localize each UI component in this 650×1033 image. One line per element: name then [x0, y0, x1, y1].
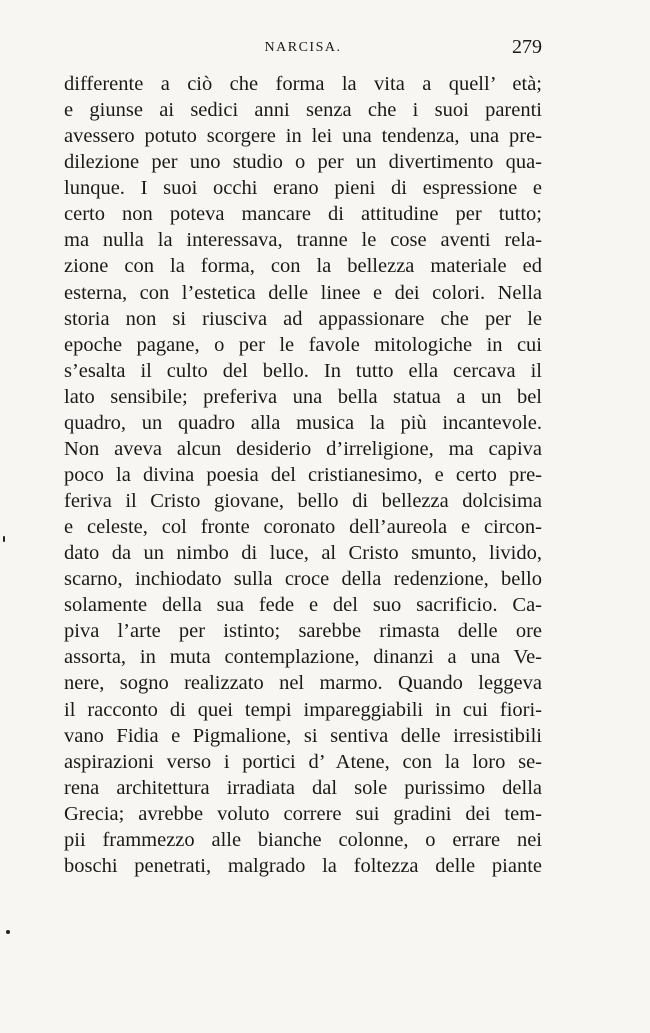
text-line: assorta, in muta contemplazione, dinanzi a una Ve-: [64, 646, 542, 669]
text-line: scarno, inchiodato sulla croce della redenzione, bello: [64, 568, 542, 591]
running-title: NARCISA.: [264, 40, 342, 55]
ink-speck: [3, 536, 5, 542]
text-line: poco la divina poesia del cristianesimo, e certo pre-: [64, 463, 542, 486]
text-line: certo non poteva mancare di attitudine per tutto;: [64, 203, 542, 226]
text-line: zione con la forma, con la bellezza materiale ed: [64, 255, 542, 278]
text-line: rena architettura irradiata dal sole purissimo della: [64, 776, 542, 799]
text-line: vano Fidia e Pigmalione, si sentiva delle irresistibili: [64, 724, 542, 747]
text-line: lato sensibile; preferiva una bella statua a un bel: [64, 385, 542, 408]
body-text: [64, 71, 542, 879]
text-line: e celeste, col fronte coronato dell’aureola e circon-: [64, 516, 542, 539]
text-line: esterna, con l’estetica delle linee e dei colori. Nella: [64, 281, 542, 304]
text-line: s’esalta il culto del bello. In tutto ella cercava il: [64, 359, 542, 382]
text-line: dato da un nimbo di luce, al Cristo smunto, livido,: [64, 542, 542, 565]
text-line: boschi penetrati, malgrado la foltezza delle piante: [64, 854, 542, 877]
text-line: piva l’arte per istinto; sarebbe rimasta delle ore: [64, 620, 542, 643]
text-line: nere, sogno realizzato nel marmo. Quando leggeva: [64, 672, 542, 695]
text-line: Grecia; avrebbe voluto correre sui gradini dei tem-: [64, 802, 542, 825]
text-line: pii frammezzo alle bianche colonne, o errare nei: [64, 828, 542, 851]
ink-speck: [6, 930, 10, 934]
text-line: epoche pagane, o per le favole mitologiche in cui: [64, 333, 542, 356]
text-line: quadro, un quadro alla musica la più incantevole.: [64, 411, 542, 434]
page-header: [64, 36, 542, 66]
text-line: Non aveva alcun desiderio d’irreligione, ma capiva: [64, 437, 542, 460]
text-line: differente a ciò che forma la vita a quell’ età;: [64, 73, 542, 95]
text-line: lunque. I suoi occhi erano pieni di espressione e: [64, 177, 542, 200]
text-line: e giunse ai sedici anni senza che i suoi parenti: [64, 99, 542, 122]
text-line: dilezione per uno studio o per un divertimento qua-: [64, 151, 542, 174]
text-line: solamente della sua fede e del suo sacrificio. Ca-: [64, 594, 542, 617]
text-line: il racconto di quei tempi impareggiabili in cui fiori-: [64, 698, 542, 721]
text-line: ma nulla la interessava, tranne le cose aventi rela-: [64, 229, 542, 252]
text-line: feriva il Cristo giovane, bello di bellezza dolcisima: [64, 490, 542, 512]
page-number: 279: [512, 36, 542, 58]
text-line: aspirazioni verso i portici d’ Atene, con la loro se-: [64, 750, 542, 773]
text-line: avessero potuto scorgere in lei una tendenza, una pre-: [64, 125, 542, 148]
text-line: storia non si riusciva ad appassionare che per le: [64, 307, 542, 330]
